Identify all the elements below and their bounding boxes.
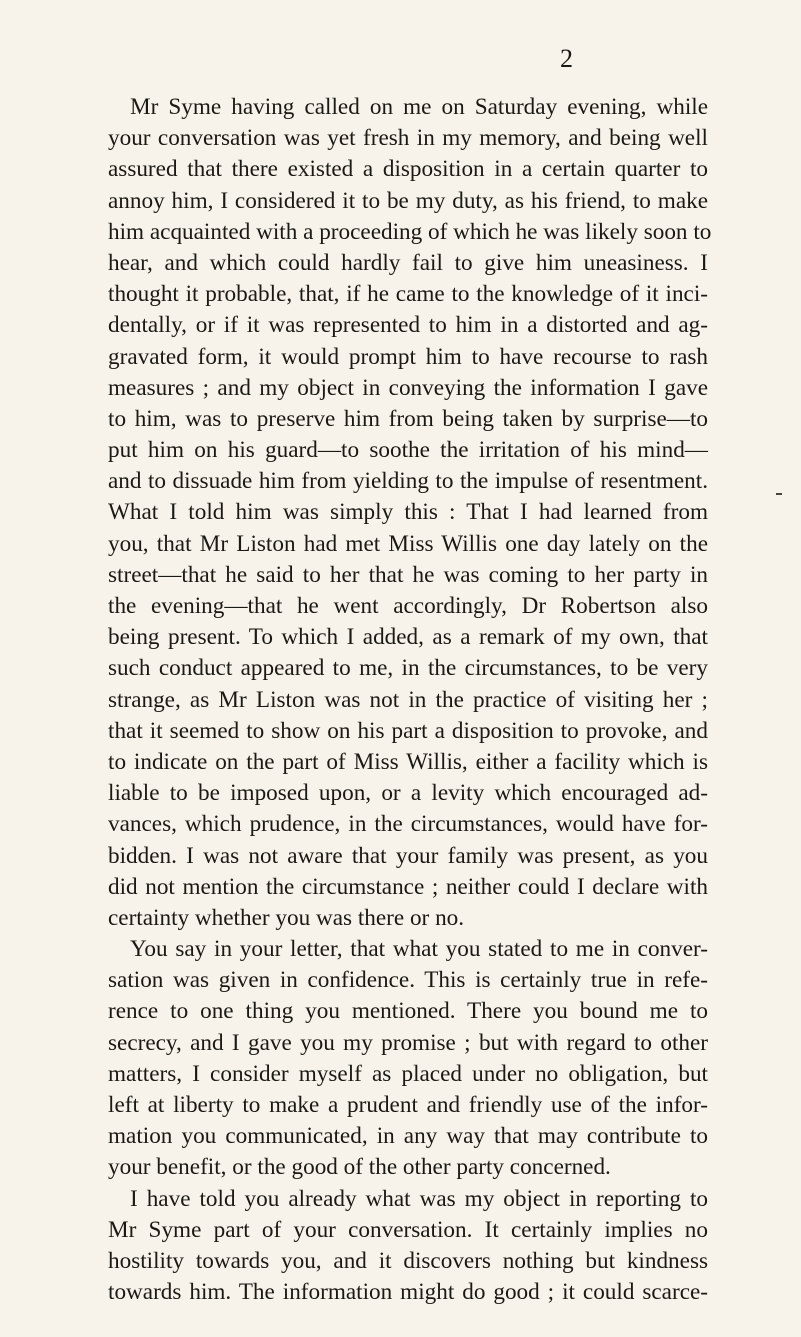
paragraph-3: [108, 1184, 708, 1309]
text-line: such conduct appeared to me, in the circumstances, to be very: [108, 655, 708, 682]
text-line: rence to one thing you mentioned. There you bound me to: [108, 998, 708, 1025]
text-line: assured that there existed a disposition in a certain quarter to: [108, 156, 708, 183]
text-line: measures ; and my object in conveying the information I gave: [108, 374, 708, 401]
text-line: did not mention the circumstance ; neither could I declare with: [108, 873, 708, 900]
text-line: What I told him was simply this : That I had learned from: [108, 499, 708, 526]
text-line: liable to be imposed upon, or a levity which encouraged ad-: [108, 780, 708, 807]
text-line: gravated form, it would prompt him to have recourse to rash: [108, 343, 708, 370]
text-line: You say in your letter, that what you stated to me in conver-: [130, 936, 708, 963]
text-line: sation was given in confidence. This is certainly true in refe-: [108, 967, 708, 994]
text-line: thought it probable, that, if he came to the knowledge of it inci-: [108, 281, 708, 308]
text-line: Mr Syme having called on me on Saturday evening, while: [130, 94, 708, 120]
text-line: Mr Syme part of your conversation. It certainly implies no: [108, 1216, 708, 1243]
text-line: you, that Mr Liston had met Miss Willis one day lately on the: [108, 530, 708, 557]
text-line: left at liberty to make a prudent and friendly use of the infor-: [108, 1092, 708, 1118]
text-line: to indicate on the part of Miss Willis, either a facility which is: [108, 748, 708, 775]
margin-mark: [776, 493, 782, 495]
text-line: dentally, or if it was represented to him in a distorted and ag-: [108, 312, 708, 339]
text-line: street—that he said to her that he was coming to her party in: [108, 561, 708, 588]
text-line: being present. To which I added, as a remark of my own, that: [108, 624, 708, 651]
text-line: strange, as Mr Liston was not in the practice of visiting her ;: [108, 686, 708, 713]
body-text: [108, 92, 712, 1308]
text-line: your benefit, or the good of the other party concerned.: [108, 1154, 611, 1181]
text-line: that it seemed to show on his part a disposition to provoke, and: [108, 717, 708, 744]
text-line: secrecy, and I gave you my promise ; but with regard to other: [108, 1029, 708, 1056]
text-line: put him on his guard—to soothe the irritation of his mind—: [108, 437, 708, 464]
text-line: vances, which prudence, in the circumstances, would have for-: [108, 811, 708, 838]
text-line: the evening—that he went accordingly, Dr Robertson also: [108, 593, 708, 619]
text-line: and to dissuade him from yielding to the impulse of resentment.: [108, 468, 708, 495]
text-line: annoy him, I considered it to be my duty, as his friend, to make: [108, 187, 708, 214]
text-line: to him, was to preserve him from being taken by surprise—to: [108, 405, 708, 432]
text-line: hostility towards you, and it discovers nothing but kindness: [108, 1247, 708, 1274]
text-line: your conversation was yet fresh in my memory, and being well: [108, 125, 708, 152]
text-line: towards him. The information might do good ; it could scarce-: [108, 1279, 708, 1306]
text-line: bidden. I was not aware that your family was present, as you: [108, 842, 708, 869]
text-line: matters, I consider myself as placed under no obligation, but: [108, 1060, 708, 1087]
paragraph-2: [108, 934, 708, 1184]
text-line: mation you communicated, in any way that may contribute to: [108, 1123, 708, 1150]
paragraph-1: [108, 92, 712, 934]
text-line: hear, and which could hardly fail to give him uneasiness. I: [108, 249, 708, 276]
text-line: I have told you already what was my object in reporting to: [130, 1185, 708, 1212]
page-number: 2: [560, 44, 574, 73]
text-line: certainty whether you was there or no.: [108, 904, 465, 931]
text-line: him acquainted with a proceeding of which he was likely soon to: [108, 218, 712, 245]
